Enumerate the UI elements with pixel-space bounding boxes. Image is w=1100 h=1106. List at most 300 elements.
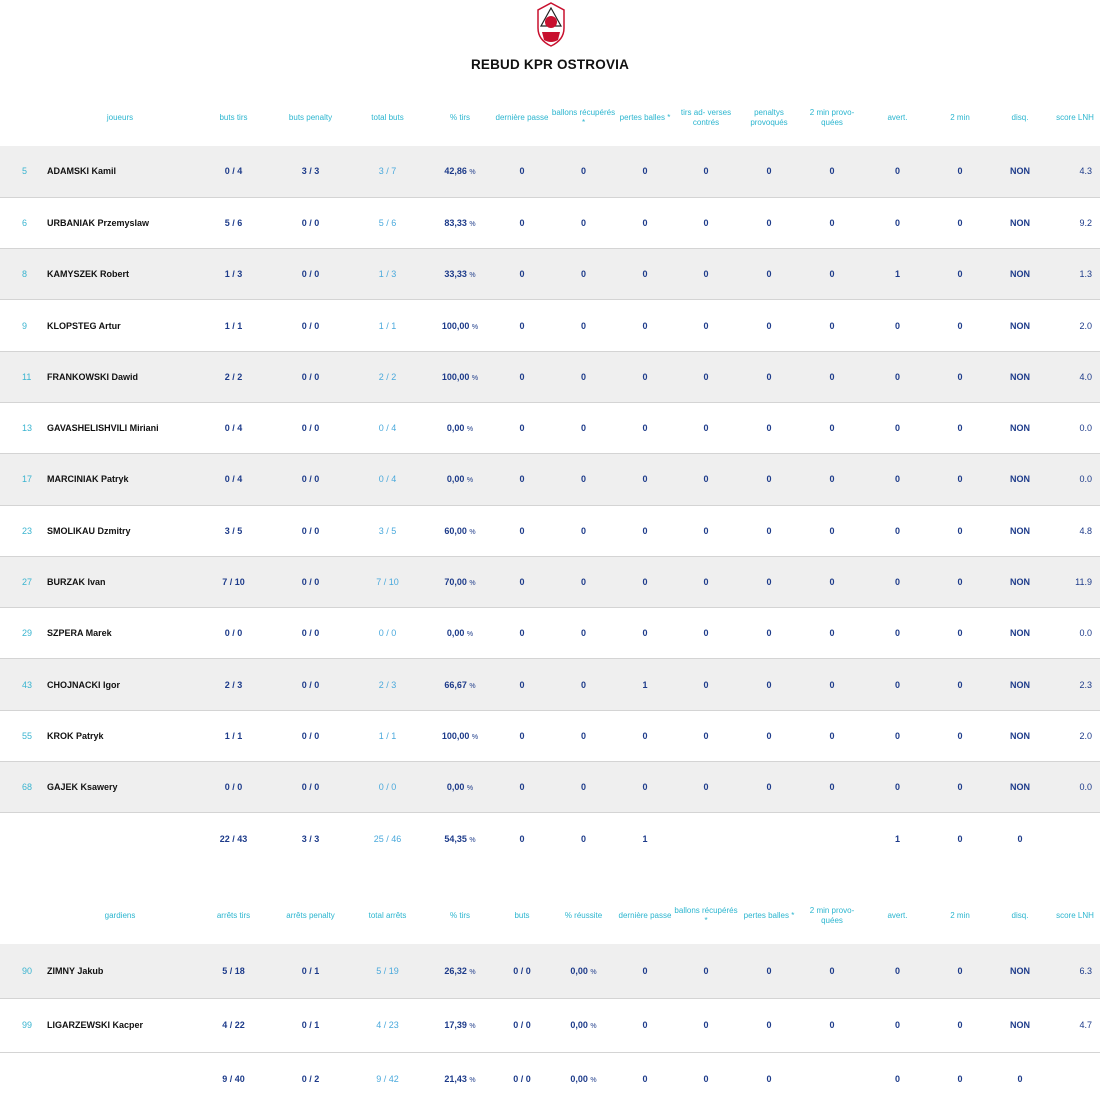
percent-value: 26,32 <box>444 965 467 976</box>
stat-pp: 0 <box>739 146 799 197</box>
column-header: arrêts penalty <box>286 910 335 920</box>
stat-shots: 0 / 4 <box>195 454 272 505</box>
stat-dq: NON <box>990 944 1050 998</box>
stat-pen: 0 / 0 <box>272 300 349 351</box>
jersey-number: 68 <box>0 762 45 813</box>
jersey-number: 55 <box>0 710 45 761</box>
stat-pen: 0 / 1 <box>272 998 349 1052</box>
stat-score: 0.0 <box>1050 762 1100 813</box>
stat-pb: 0 <box>739 944 799 998</box>
percent-value: 100,00 <box>441 371 470 382</box>
stat-shots: 3 / 5 <box>195 505 272 556</box>
column-header: % réussite <box>564 910 603 920</box>
stat-dp: 0 <box>494 146 550 197</box>
stat-m2: 0 <box>930 556 990 607</box>
stat-total: 7 / 10 <box>349 556 426 607</box>
column-header: dernière passe <box>618 910 672 920</box>
stat-score: 2.3 <box>1050 659 1100 710</box>
stat-dq: NON <box>990 762 1050 813</box>
stat-mp: 0 <box>799 505 865 556</box>
stat-mp: 0 <box>799 146 865 197</box>
column-header: dernière passe <box>495 112 549 122</box>
stat-mp: 0 <box>799 300 865 351</box>
stat-br: 0 <box>550 249 617 300</box>
total-buts: 0 / 0 <box>513 1074 531 1085</box>
stat-br: 0 <box>550 146 617 197</box>
percent-unit: % <box>469 682 476 690</box>
stat-pp: 0 <box>739 197 799 248</box>
jersey-number: 17 <box>0 454 45 505</box>
column-header: % tirs <box>450 112 470 122</box>
stat-saves: 5 / 18 <box>195 944 272 998</box>
stat-br: 0 <box>550 402 617 453</box>
stat-pb: 0 <box>617 556 673 607</box>
stat-shots: 5 / 6 <box>195 197 272 248</box>
total-br: 0 <box>580 833 586 844</box>
percent-value: 33,33 <box>444 269 467 280</box>
stat-dp: 0 <box>494 659 550 710</box>
table-row <box>0 351 1100 402</box>
stat-tc: 0 <box>673 249 739 300</box>
total-pen: 0 / 2 <box>301 1074 320 1085</box>
stat-pen: 0 / 0 <box>272 351 349 402</box>
stat-av: 0 <box>865 659 930 710</box>
percent-cell <box>426 300 494 351</box>
player-name: GAJEK Ksawery <box>45 762 195 813</box>
stat-av: 0 <box>865 454 930 505</box>
stat-dq: NON <box>990 146 1050 197</box>
stat-pp: 0 <box>739 556 799 607</box>
total-pp <box>739 813 799 864</box>
total-dq: 0 <box>1017 833 1023 844</box>
percent-value: 100,00 <box>441 730 470 741</box>
percent-cell <box>550 944 617 998</box>
column-header: pertes balles * <box>743 910 795 920</box>
stat-m2: 0 <box>930 998 990 1052</box>
player-name: KAMYSZEK Robert <box>45 249 195 300</box>
stat-dq: NON <box>990 659 1050 710</box>
total-av: 0 <box>894 1074 900 1085</box>
table-row <box>0 762 1100 813</box>
stat-pb: 0 <box>617 608 673 659</box>
table-row <box>0 944 1100 998</box>
percent-cell <box>426 762 494 813</box>
stat-pb: 0 <box>617 300 673 351</box>
stat-br: 0 <box>550 556 617 607</box>
stat-br: 0 <box>550 454 617 505</box>
percent-value: 0,00 <box>570 965 588 976</box>
percent-unit: % <box>469 1077 476 1085</box>
stat-pp: 0 <box>739 659 799 710</box>
table-row <box>0 998 1100 1052</box>
percent-value: 100,00 <box>441 320 470 331</box>
header-spacer <box>0 90 45 146</box>
stat-tc: 0 <box>673 146 739 197</box>
percent-cell <box>426 710 494 761</box>
percent-value: 54,35 <box>444 833 467 844</box>
stat-dq: NON <box>990 402 1050 453</box>
stat-m2: 0 <box>930 608 990 659</box>
table-row <box>0 505 1100 556</box>
percent-cell <box>426 659 494 710</box>
stat-pp: 0 <box>739 762 799 813</box>
total-score <box>1050 813 1100 864</box>
total-total: 9 / 42 <box>376 1074 399 1085</box>
percent-unit: % <box>466 477 474 485</box>
stat-pb: 0 <box>739 998 799 1052</box>
percent-cell <box>426 146 494 197</box>
stat-shots: 0 / 0 <box>195 762 272 813</box>
stat-score: 2.0 <box>1050 710 1100 761</box>
column-header: arrêts tirs <box>216 910 251 920</box>
percent-cell <box>426 351 494 402</box>
percent-unit: % <box>466 426 474 434</box>
stat-av: 0 <box>865 197 930 248</box>
stat-dp: 0 <box>494 249 550 300</box>
percent-value: 60,00 <box>444 525 467 536</box>
total-tc <box>673 813 739 864</box>
stat-pp: 0 <box>739 608 799 659</box>
player-name: SZPERA Marek <box>45 608 195 659</box>
stat-av: 0 <box>865 146 930 197</box>
totals-label-spacer <box>45 813 195 864</box>
total-mp <box>799 813 865 864</box>
stat-pen: 0 / 0 <box>272 249 349 300</box>
table-row <box>0 300 1100 351</box>
stat-shots: 2 / 3 <box>195 659 272 710</box>
percent-cell <box>426 1052 494 1106</box>
percent-cell <box>426 813 494 864</box>
player-name: ADAMSKI Kamil <box>45 146 195 197</box>
percent-unit: % <box>469 580 476 588</box>
stat-total: 3 / 5 <box>349 505 426 556</box>
stat-shots: 0 / 4 <box>195 146 272 197</box>
stat-m2: 0 <box>930 944 990 998</box>
stat-av: 1 <box>865 249 930 300</box>
jersey-number: 9 <box>0 300 45 351</box>
stat-br: 0 <box>673 944 739 998</box>
stat-pen: 3 / 3 <box>272 146 349 197</box>
column-header: total arrêts <box>368 910 407 920</box>
stat-total: 2 / 3 <box>349 659 426 710</box>
percent-cell <box>426 197 494 248</box>
stat-br: 0 <box>550 197 617 248</box>
total-dq: 0 <box>1017 1074 1023 1085</box>
team-title: REBUD KPR OSTROVIA <box>470 57 630 72</box>
stat-mp: 0 <box>799 762 865 813</box>
stat-score: 0.0 <box>1050 608 1100 659</box>
percent-unit: % <box>469 220 476 228</box>
stat-mp: 0 <box>799 197 865 248</box>
stat-buts: 0 / 0 <box>494 944 550 998</box>
stat-dp: 0 <box>494 556 550 607</box>
stat-dp: 0 <box>617 998 673 1052</box>
percent-unit: % <box>590 968 597 976</box>
column-header: % tirs <box>450 910 470 920</box>
total-total: 25 / 46 <box>373 833 402 844</box>
players-header-row <box>0 90 1100 146</box>
stat-shots: 7 / 10 <box>195 556 272 607</box>
stat-pp: 0 <box>739 300 799 351</box>
player-name: KLOPSTEG Artur <box>45 300 195 351</box>
stat-shots: 1 / 1 <box>195 710 272 761</box>
stat-score: 0.0 <box>1050 454 1100 505</box>
stat-pb: 0 <box>617 351 673 402</box>
goalkeepers-header-row <box>0 888 1100 944</box>
column-header: disq. <box>1011 910 1029 920</box>
stat-total: 0 / 4 <box>349 454 426 505</box>
stat-pen: 0 / 0 <box>272 762 349 813</box>
percent-unit: % <box>469 528 476 536</box>
table-row <box>0 454 1100 505</box>
stat-tc: 0 <box>673 608 739 659</box>
stat-m2: 0 <box>930 402 990 453</box>
stat-pen: 0 / 0 <box>272 505 349 556</box>
stat-total: 1 / 1 <box>349 300 426 351</box>
stat-mp: 0 <box>799 249 865 300</box>
stat-score: 0.0 <box>1050 402 1100 453</box>
column-header: 2 min <box>950 112 970 122</box>
stat-av: 0 <box>865 300 930 351</box>
percent-unit: % <box>466 785 474 793</box>
stat-score: 4.3 <box>1050 146 1100 197</box>
player-name: URBANIAK Przemyslaw <box>45 197 195 248</box>
stat-dp: 0 <box>494 454 550 505</box>
goalkeepers-stats-table <box>0 888 1100 1106</box>
stat-m2: 0 <box>930 505 990 556</box>
stat-shots: 1 / 3 <box>195 249 272 300</box>
stat-pp: 0 <box>739 710 799 761</box>
total-pen: 3 / 3 <box>301 833 320 844</box>
percent-unit: % <box>590 1077 597 1085</box>
stat-pb: 0 <box>617 197 673 248</box>
jersey-number: 23 <box>0 505 45 556</box>
column-header: gardiens <box>104 910 136 920</box>
stat-av: 0 <box>865 762 930 813</box>
percent-unit: % <box>469 836 476 844</box>
stat-pen: 0 / 0 <box>272 608 349 659</box>
stat-dp: 0 <box>494 762 550 813</box>
stat-score: 1.3 <box>1050 249 1100 300</box>
percent-unit: % <box>469 1023 476 1030</box>
stat-shots: 1 / 1 <box>195 300 272 351</box>
player-name: CHOJNACKI Igor <box>45 659 195 710</box>
stat-tc: 0 <box>673 556 739 607</box>
stat-pen: 0 / 0 <box>272 659 349 710</box>
jersey-number: 27 <box>0 556 45 607</box>
jersey-number: 8 <box>0 249 45 300</box>
totals-row <box>0 813 1100 864</box>
percent-cell <box>426 402 494 453</box>
percent-cell <box>426 998 494 1052</box>
column-header: 2 min <box>950 910 970 920</box>
stat-br: 0 <box>673 998 739 1052</box>
stat-total: 0 / 4 <box>349 402 426 453</box>
jersey-number: 5 <box>0 146 45 197</box>
stat-score: 2.0 <box>1050 300 1100 351</box>
percent-cell <box>426 608 494 659</box>
stat-pp: 0 <box>739 351 799 402</box>
stat-mp: 0 <box>799 454 865 505</box>
percent-unit: % <box>469 169 476 177</box>
stat-total: 0 / 0 <box>349 608 426 659</box>
stat-mp: 0 <box>799 659 865 710</box>
stat-shots: 0 / 0 <box>195 608 272 659</box>
stat-total: 5 / 6 <box>349 197 426 248</box>
percent-value: 0,00 <box>446 423 465 434</box>
stat-pb: 1 <box>617 659 673 710</box>
stat-score: 4.8 <box>1050 505 1100 556</box>
stat-dp: 0 <box>494 351 550 402</box>
player-name: MARCINIAK Patryk <box>45 454 195 505</box>
jersey-number: 11 <box>0 351 45 402</box>
stat-shots: 0 / 4 <box>195 402 272 453</box>
stat-dq: NON <box>990 351 1050 402</box>
stat-m2: 0 <box>930 249 990 300</box>
player-name: FRANKOWSKI Dawid <box>45 351 195 402</box>
stat-pb: 0 <box>617 762 673 813</box>
jersey-number: 29 <box>0 608 45 659</box>
stat-tc: 0 <box>673 351 739 402</box>
stat-av: 0 <box>865 998 930 1052</box>
stat-av: 0 <box>865 402 930 453</box>
total-br: 0 <box>703 1074 709 1085</box>
percent-cell <box>426 944 494 998</box>
stat-pb: 0 <box>617 146 673 197</box>
stat-mp: 0 <box>799 556 865 607</box>
percent-unit: % <box>471 374 479 382</box>
club-logo <box>536 2 566 48</box>
stat-dq: NON <box>990 556 1050 607</box>
stat-score: 9.2 <box>1050 197 1100 248</box>
percent-unit: % <box>466 631 474 639</box>
totals-spacer <box>0 813 45 864</box>
total-saves: 9 / 40 <box>222 1074 245 1085</box>
percent-cell <box>426 249 494 300</box>
stat-pen: 0 / 0 <box>272 454 349 505</box>
stat-total: 1 / 1 <box>349 710 426 761</box>
stat-dp: 0 <box>494 608 550 659</box>
totals-row <box>0 1052 1100 1106</box>
stat-pen: 0 / 0 <box>272 402 349 453</box>
stat-tc: 0 <box>673 762 739 813</box>
player-name: LIGARZEWSKI Kacper <box>45 998 195 1052</box>
stat-av: 0 <box>865 505 930 556</box>
column-header: buts <box>514 910 530 920</box>
stat-av: 0 <box>865 351 930 402</box>
percent-cell <box>550 998 617 1052</box>
column-header: penaltys provoqués <box>750 107 788 127</box>
column-header: ballons récupérés * <box>674 905 738 925</box>
total-m2: 0 <box>957 833 963 844</box>
percent-value: 0,00 <box>446 782 465 793</box>
percent-value: 66,67 <box>444 679 467 690</box>
player-name: GAVASHELISHVILI Miriani <box>45 402 195 453</box>
stat-pp: 0 <box>739 249 799 300</box>
percent-value: 83,33 <box>444 217 467 228</box>
stat-total: 1 / 3 <box>349 249 426 300</box>
stat-m2: 0 <box>930 659 990 710</box>
total-dp: 0 <box>642 1074 648 1085</box>
total-dp: 0 <box>519 833 525 844</box>
column-header: pertes balles * <box>619 112 671 122</box>
table-row <box>0 249 1100 300</box>
stat-tc: 0 <box>673 710 739 761</box>
stat-av: 0 <box>865 556 930 607</box>
stat-br: 0 <box>550 659 617 710</box>
table-row <box>0 608 1100 659</box>
stat-dq: NON <box>990 300 1050 351</box>
stat-br: 0 <box>550 300 617 351</box>
stat-dp: 0 <box>617 944 673 998</box>
table-row <box>0 710 1100 761</box>
stat-dp: 0 <box>494 505 550 556</box>
column-header: tirs ad- verses contrés <box>680 107 732 127</box>
column-header: 2 min provo- quées <box>809 107 855 127</box>
stat-dp: 0 <box>494 710 550 761</box>
stat-shots: 2 / 2 <box>195 351 272 402</box>
stat-dq: NON <box>990 998 1050 1052</box>
stat-tc: 0 <box>673 659 739 710</box>
stat-tc: 0 <box>673 197 739 248</box>
stat-dq: NON <box>990 505 1050 556</box>
column-header: avert. <box>887 112 908 122</box>
total-pb: 1 <box>642 833 648 844</box>
player-name: SMOLIKAU Dzmitry <box>45 505 195 556</box>
column-header: avert. <box>887 910 908 920</box>
stat-mp: 0 <box>799 608 865 659</box>
percent-value: 17,39 <box>444 1020 467 1030</box>
stat-pb: 0 <box>617 710 673 761</box>
table-row <box>0 556 1100 607</box>
player-name: ZIMNY Jakub <box>45 944 195 998</box>
percent-value: 42,86 <box>444 166 467 177</box>
table-row <box>0 197 1100 248</box>
percent-value: 70,00 <box>444 577 467 588</box>
stat-score: 6.3 <box>1050 944 1100 998</box>
stat-av: 0 <box>865 710 930 761</box>
stat-m2: 0 <box>930 351 990 402</box>
stat-score: 4.7 <box>1050 998 1100 1052</box>
stat-dq: NON <box>990 197 1050 248</box>
stat-dq: NON <box>990 454 1050 505</box>
table-row <box>0 659 1100 710</box>
stat-pb: 0 <box>617 249 673 300</box>
player-name: KROK Patryk <box>45 710 195 761</box>
stat-pp: 0 <box>739 402 799 453</box>
percent-value: 0,00 <box>446 474 465 485</box>
stat-av: 0 <box>865 944 930 998</box>
stat-br: 0 <box>550 505 617 556</box>
stat-mp: 0 <box>799 402 865 453</box>
percent-value: 0,00 <box>570 1074 588 1085</box>
stat-m2: 0 <box>930 146 990 197</box>
stat-pen: 0 / 0 <box>272 556 349 607</box>
stat-dq: NON <box>990 710 1050 761</box>
percent-unit: % <box>471 323 479 331</box>
stat-total: 2 / 2 <box>349 351 426 402</box>
total-av: 1 <box>894 833 900 844</box>
stat-score: 11.9 <box>1050 556 1100 607</box>
stat-pen: 0 / 0 <box>272 710 349 761</box>
column-header: disq. <box>1011 112 1029 122</box>
stat-pen: 0 / 1 <box>272 944 349 998</box>
stat-dq: NON <box>990 608 1050 659</box>
column-header: joueurs <box>106 112 134 122</box>
percent-value: 21,43 <box>444 1074 467 1085</box>
percent-cell <box>426 505 494 556</box>
stat-br: 0 <box>550 351 617 402</box>
